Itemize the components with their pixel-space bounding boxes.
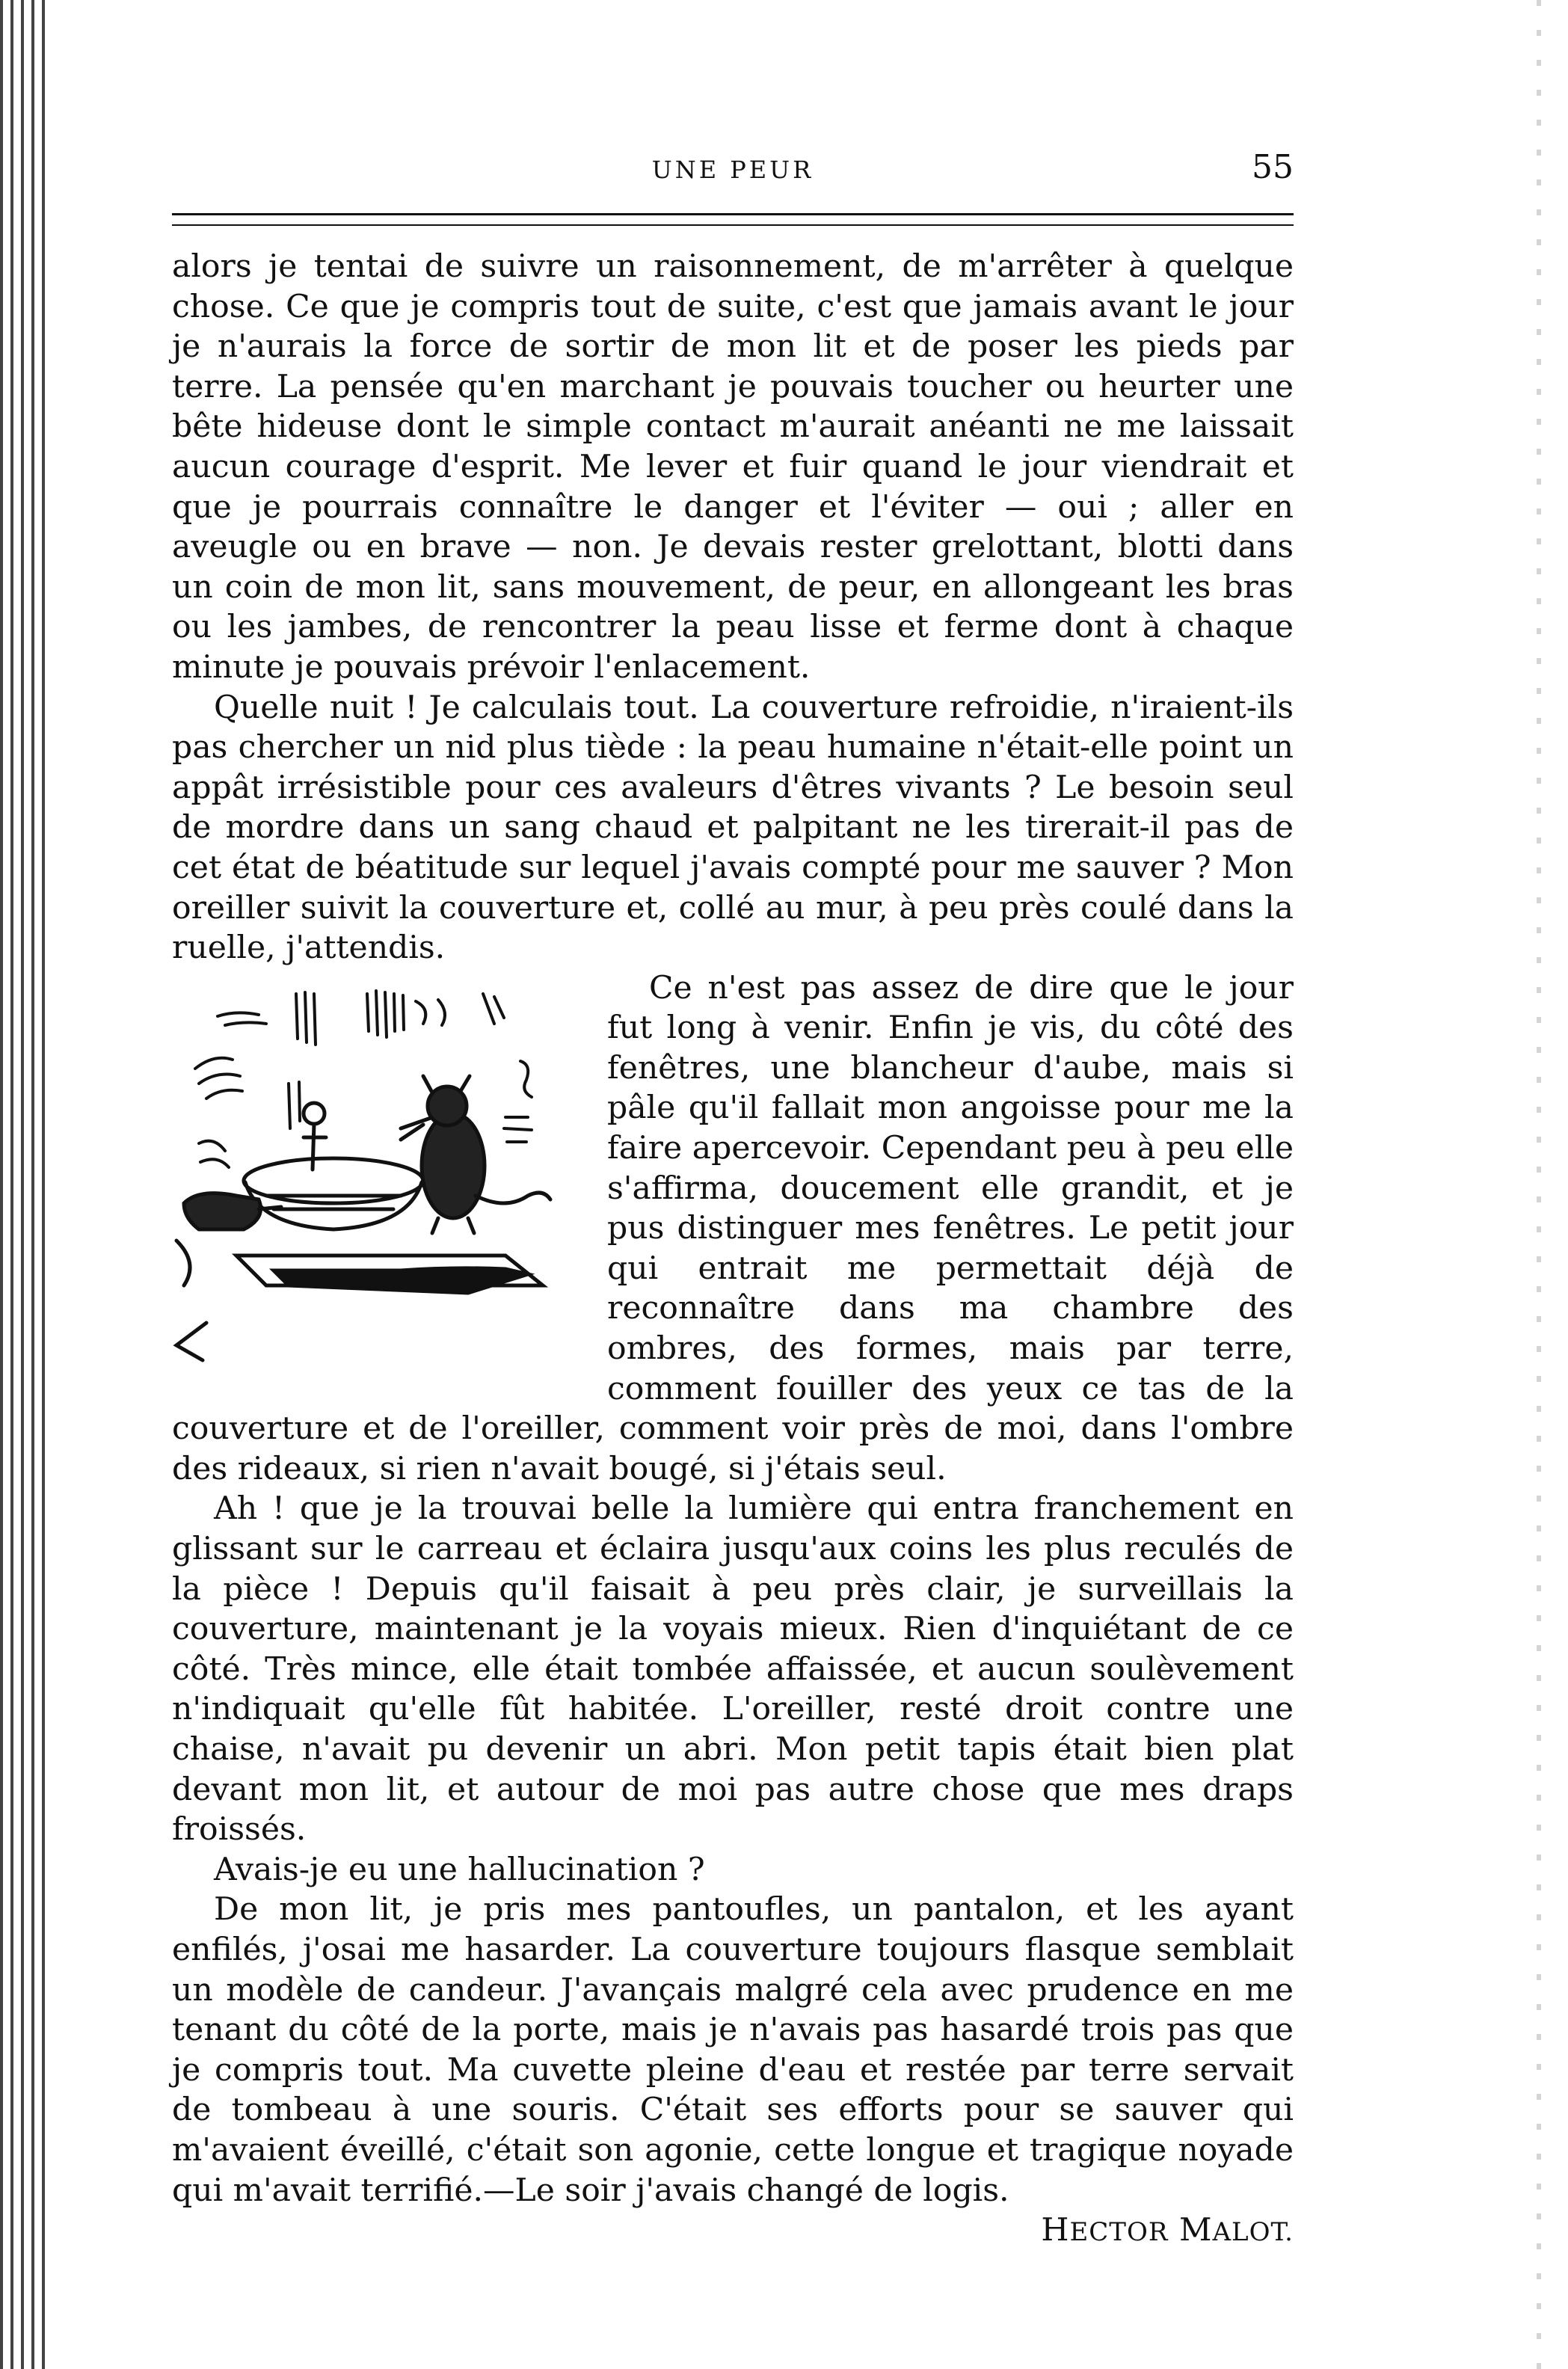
page-header [172, 148, 1294, 193]
paragraph-6 [172, 1890, 1294, 2249]
paragraph-4: Ah ! que je la trouvai belle la lumière qui entra franchement en glissant sur le carreau et éclaira jusqu'aux coins les plus reculés de la pièce ! Depuis qu'il faisait à peu près clair, je surveillais la couverture, maintenant je la voyais mieux. Rien d'inquiétant de ce côté. Très mince, elle était tombée affaissée, et aucun soulèvement n'indiquait qu'elle fût habitée. L'oreiller, resté droit contre une chaise, n'avait pu devenir un abri. Mon petit tapis était bien plat devant mon lit, et autour de moi pas autre chose que mes draps froissés. [172, 1490, 1294, 1849]
page-gutter-marks [1537, 0, 1541, 2369]
body-text [172, 247, 1294, 2253]
paragraph-2: Quelle nuit ! Je calculais tout. La couverture refroidie, n'iraient-ils pas chercher un nid plus tiède : la peau humaine n'était-elle point un appât irrésistible pour ces avaleurs d'êtres vivants ? Le besoin seul de mordre dans un sang chaud et palpitant ne les tirerait-il pas de cet état de béatitude sur lequel j'avais compté pour me sauver ? Mon oreiller suivit la couverture et, collé au mur, à peu près coulé dans la ruelle, j'attendis. [172, 689, 1294, 967]
paragraph-1: alors je tentai de suivre un raisonnement, de m'arrêter à quelque chose. Ce que je compris tout de suite, c'est que jamais avant le jour je n'aurais la force de sortir de mon lit et de poser les pieds par terre. La pensée qu'en marchant je pouvais toucher ou heurter une bête hideuse dont le simple contact m'aurait anéanti ne me laissait aucun courage d'esprit. Me lever et fuir quand le jour viendrait et que je pourrais connaître le danger et l'éviter — oui ; aller en aveugle ou en brave — non. Je devais rester grelottant, blotti dans un coin de mon lit, sans mouvement, de peur, en allongeant les bras ou les jambes, de rencontrer la peau lisse et ferme dont à chaque minute je pouvais prévoir l'enlacement. [172, 248, 1294, 686]
paragraph-3: Ce n'est pas assez de dire que le jour fut long à venir. Enfin je vis, du côté des fenêtres, une blancheur d'aube, mais si pâle qu'il fallait mon angoisse pour me la faire apercevoir. Cependant peu à peu elle s'affirma, doucement elle grandit, et je pus distinguer mes fenêtres. Le petit jour qui entrait me permettait déjà de reconnaître dans ma chambre des ombres, des formes, mais par terre, comment fouiller des yeux ce tas de la couverture et de l'oreiller, comment voir près de moi, dans l'ombre des rideaux, si rien n'avait bougé, si j'étais seul. [172, 969, 1294, 1487]
paragraph-5: Avais-je eu une hallucination ? [214, 1851, 705, 1888]
mouse-illustration [154, 971, 588, 1375]
header-rule [172, 213, 1294, 226]
author-signature: HECTOR MALOT. [1041, 2212, 1294, 2249]
page-binding-edge [0, 0, 52, 2369]
page-number: 55 [1252, 148, 1294, 186]
paragraph-6-text: De mon lit, je pris mes pantoufles, un pantalon, et les ayant enfilés, j'osai me hasarder. La couverture toujours flasque semblait un modèle de candeur. J'avançais malgré cela avec prudence en me tenant du côté de la porte, mais je n'avais pas hasardé trois pas que je compris tout. Ma cuvette pleine d'eau et restée par terre servait de tombeau à une souris. C'était ses efforts pour se sauver qui m'avaient éveillé, c'était son agonie, cette longue et tragique noyade qui m'avait terrifié.—Le soir j'avais changé de logis. [172, 1891, 1294, 2209]
running-title: UNE PEUR [651, 156, 814, 184]
